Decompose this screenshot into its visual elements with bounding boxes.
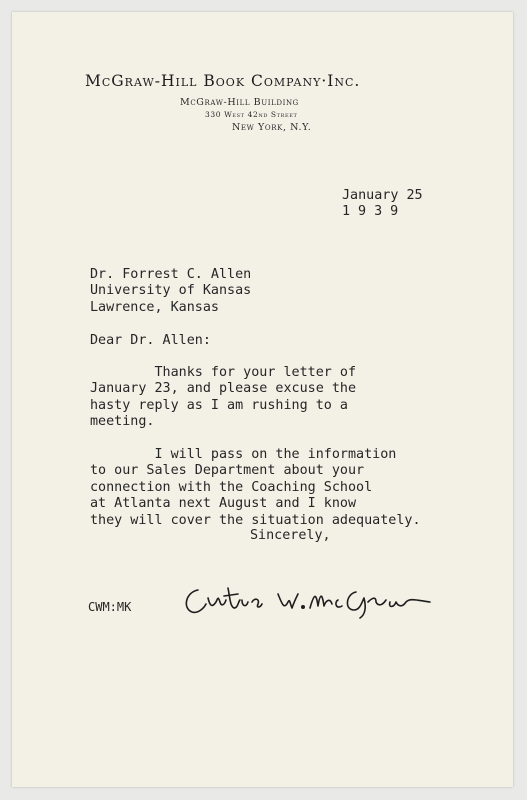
letterhead-company: McGraw-Hill Book Company·Inc. [85, 72, 361, 90]
recipient-name: Dr. Forrest C. Allen [90, 267, 252, 282]
date-year: 1939 [342, 204, 407, 219]
paragraph-2: I will pass on the information to our Sales Department about your connection with the Coaching School at Atlanta next August and I know they will cover the situation adequately. [90, 447, 421, 528]
letterhead-city: New York, N.Y. [232, 122, 312, 133]
paragraph-1: Thanks for your letter of January 23, and please excuse the hasty reply as I am rushing to a meeting. [90, 365, 357, 430]
date-month-day: January 25 [342, 188, 423, 203]
typist-initials: CWM:MK [88, 600, 132, 614]
salutation: Dear Dr. Allen: [90, 333, 211, 348]
recipient-address [90, 267, 251, 316]
letterhead-building: McGraw-Hill Building [180, 97, 299, 108]
letter-body [90, 365, 421, 529]
closing: Sincerely, [250, 528, 331, 543]
recipient-org: University of Kansas [90, 283, 252, 299]
letterhead-street: 330 West 42nd Street [205, 110, 298, 119]
recipient-location: Lawrence, Kansas [90, 299, 219, 315]
handwritten-signature [180, 580, 440, 620]
